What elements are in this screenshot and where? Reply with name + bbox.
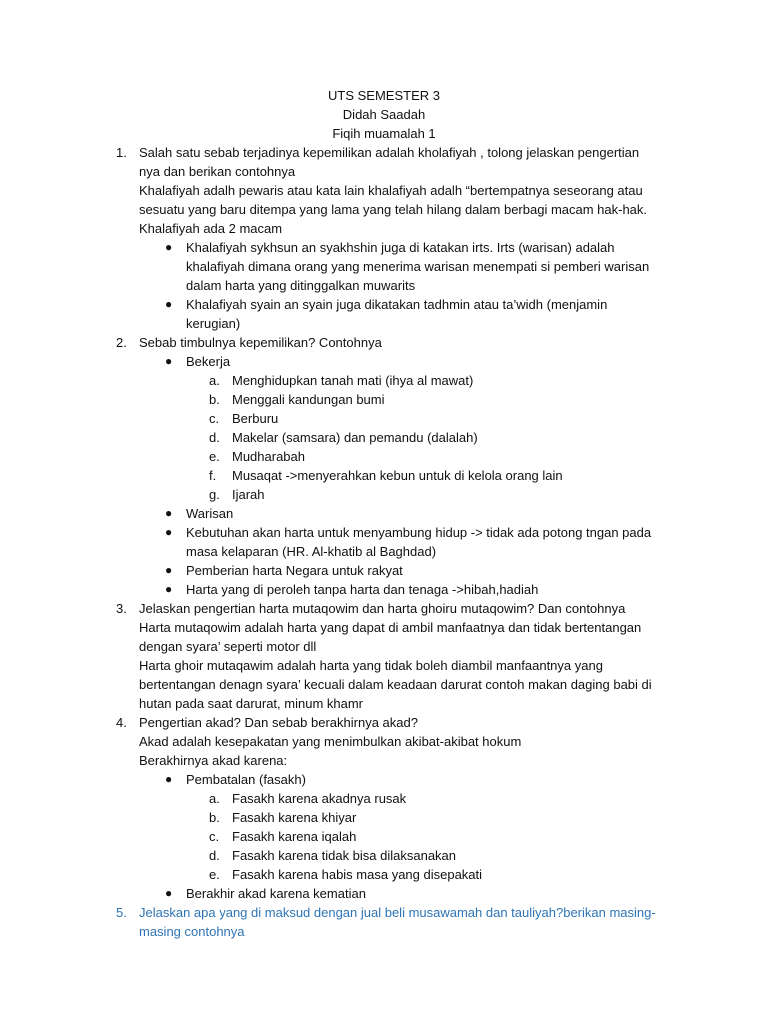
question-number: 5. [116, 905, 127, 920]
list-letter: f. [209, 468, 217, 483]
list-item: Berburu [232, 411, 279, 426]
bullet-icon: ● [165, 772, 173, 786]
bullet-icon: ● [165, 563, 173, 577]
list-item: Makelar (samsara) dan pemandu (dalalah) [232, 430, 478, 445]
question-text: Sebab timbulnya kepemilikan? Contohnya [139, 335, 382, 350]
bullet-text: Pemberian harta Negara untuk rakyat [186, 563, 403, 578]
question-text: Jelaskan apa yang di maksud dengan jual beli musawamah dan tauliyah?berikan masing- [139, 905, 656, 920]
bullet-text: kerugian) [186, 316, 241, 331]
bullet-icon: ● [165, 354, 173, 368]
question-number: 4. [116, 715, 127, 730]
list-item: Mudharabah [232, 449, 305, 464]
list-item: Ijarah [232, 487, 265, 502]
bullet-text: masa kelaparan (HR. Al-khatib al Baghdad) [186, 544, 437, 559]
list-letter: a. [209, 791, 220, 806]
bullet-text: khalafiyah dimana orang yang menerima warisan menempati si pemberi warisan [186, 259, 650, 274]
subject-name: Fiqih muamalah 1 [332, 126, 436, 141]
answer-text: Berakhirnya akad karena: [139, 753, 288, 768]
answer-text: Harta mutaqowim adalah harta yang dapat di ambil manfaatnya dan tidak bertentangan [139, 620, 642, 635]
list-item: Fasakh karena khiyar [232, 810, 357, 825]
list-letter: c. [209, 829, 220, 844]
bullet-text: Harta yang di peroleh tanpa harta dan tenaga ->hibah,hadiah [186, 582, 539, 597]
document-title: UTS SEMESTER 3 [328, 88, 440, 103]
list-letter: b. [209, 392, 220, 407]
bullet-text: Khalafiyah syain an syain juga dikatakan tadhmin atau ta’widh (menjamin [186, 297, 608, 312]
bullet-icon: ● [165, 886, 173, 900]
answer-text: Harta ghoir mutaqawim adalah harta yang tidak boleh diambil manfaantnya yang [139, 658, 603, 673]
bullet-icon: ● [165, 506, 173, 520]
bullet-text: Khalafiyah sykhsun an syakhshin juga di katakan irts. Irts (warisan) adalah [186, 240, 615, 255]
list-item: Menggali kandungan bumi [232, 392, 385, 407]
list-item: Menghidupkan tanah mati (ihya al mawat) [232, 373, 474, 388]
list-letter: a. [209, 373, 220, 388]
list-item: Fasakh karena akadnya rusak [232, 791, 407, 806]
answer-text: Akad adalah kesepakatan yang menimbulkan akibat-akibat hokum [139, 734, 522, 749]
list-letter: g. [209, 487, 220, 502]
list-item: Fasakh karena iqalah [232, 829, 357, 844]
question-text: masing contohnya [139, 924, 245, 939]
question-number: 3. [116, 601, 127, 616]
question-text: nya dan berikan contohnya [139, 164, 296, 179]
bullet-text: Pembatalan (fasakh) [186, 772, 306, 787]
list-item: Fasakh karena tidak bisa dilaksanakan [232, 848, 457, 863]
list-letter: b. [209, 810, 220, 825]
question-text: Pengertian akad? Dan sebab berakhirnya akad? [139, 715, 418, 730]
bullet-text: dalam harta yang ditinggalkan muwarits [186, 278, 416, 293]
list-letter: c. [209, 411, 220, 426]
bullet-text: Kebutuhan akan harta untuk menyambung hidup -> tidak ada potong tngan pada [186, 525, 652, 540]
bullet-icon: ● [165, 582, 173, 596]
question-number: 1. [116, 145, 127, 160]
answer-text: Khalafiyah ada 2 macam [139, 221, 283, 236]
list-letter: d. [209, 848, 220, 863]
list-letter: d. [209, 430, 220, 445]
author-name: Didah Saadah [342, 107, 426, 122]
list-letter: e. [209, 449, 220, 464]
answer-text: hutan pada saat darurat, minum khamr [139, 696, 364, 711]
bullet-text: Bekerja [186, 354, 231, 369]
answer-text: sesuatu yang baru ditempa yang lama yang telah hilang dalam berbagi macam hak-hak. [139, 202, 648, 217]
list-item: Musaqat ->menyerahkan kebun untuk di kelola orang lain [232, 468, 563, 483]
bullet-text: Berakhir akad karena kematian [186, 886, 366, 901]
question-text: Salah satu sebab terjadinya kepemilikan adalah kholafiyah , tolong jelaskan pengertian [139, 145, 640, 160]
question-text: Jelaskan pengertian harta mutaqowim dan harta ghoiru mutaqowim? Dan contohnya [139, 601, 626, 616]
answer-text: dengan syara’ seperti motor dll [139, 639, 317, 654]
answer-text: Khalafiyah adalh pewaris atau kata lain khalafiyah adalh “bertempatnya seseorang atau [139, 183, 643, 198]
question-number: 2. [116, 335, 127, 350]
bullet-icon: ● [165, 297, 173, 311]
list-letter: e. [209, 867, 220, 882]
bullet-icon: ● [165, 525, 173, 539]
bullet-icon: ● [165, 240, 173, 254]
bullet-text: Warisan [186, 506, 234, 521]
answer-text: bertentangan denagn syara’ kecuali dalam keadaan darurat contoh makan daging babi di [139, 677, 652, 692]
list-item: Fasakh karena habis masa yang disepakati [232, 867, 483, 882]
